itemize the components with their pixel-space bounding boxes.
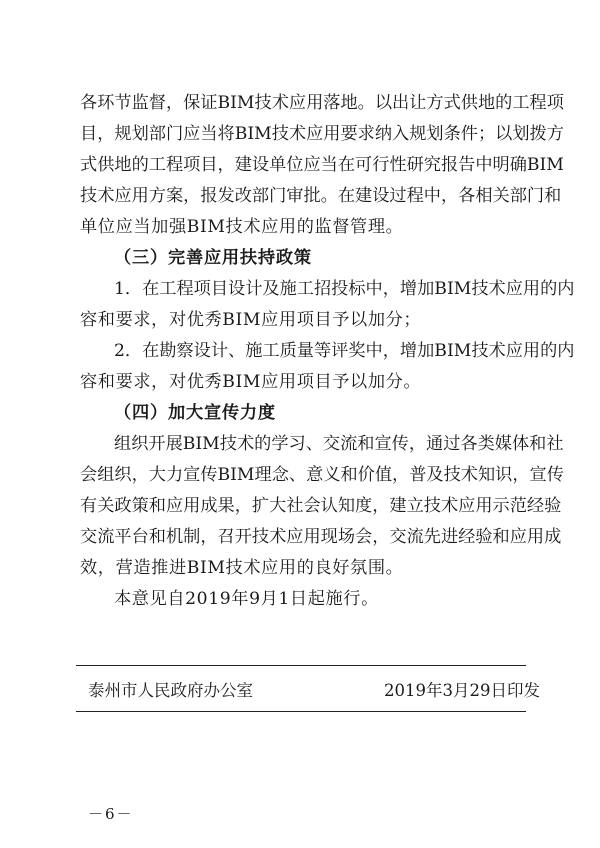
effective-date: 本意见自2019年9月1日起施行。: [114, 589, 379, 609]
section-heading: （三）完善应用扶持政策: [114, 248, 312, 268]
footer-bottom-rule: [76, 711, 526, 712]
paragraph-line: 目，规划部门应当将BIM技术应用要求纳入规划条件；以划拨方: [80, 124, 564, 144]
issuer-name: 泰州市人民政府办公室: [88, 681, 253, 700]
paragraph-line: 组织开展BIM技术的学习、交流和宣传，通过各类媒体和社: [114, 434, 564, 454]
list-item-line: 2．在勘察设计、施工质量等评奖中，增加BIM技术应用的内: [114, 341, 575, 361]
paragraph-line: 效，营造推进BIM技术应用的良好氛围。: [80, 558, 404, 578]
paragraph-line: 式供地的工程项目，建设单位应当在可行性研究报告中明确BIM: [80, 155, 564, 175]
paragraph-line: 会组织，大力宣传BIM理念、意义和价值，普及技术知识，宣传: [80, 465, 564, 485]
list-item-line: 容和要求，对优秀BIM应用项目予以加分；: [80, 310, 422, 330]
paragraph-line: 各环节监督，保证BIM技术应用落地。以出让方式供地的工程项: [80, 93, 564, 113]
list-item-line: 容和要求，对优秀BIM应用项目予以加分。: [80, 372, 422, 392]
paragraph-line: 交流平台和机制，召开技术应用现场会，交流先进经验和应用成: [80, 527, 562, 547]
footer-top-rule: [76, 665, 526, 666]
section-heading: （四）加大宣传力度: [114, 403, 276, 423]
paragraph-line: 技术应用方案，报发改部门审批。在建设过程中，各相关部门和: [80, 186, 562, 206]
paragraph-line: 有关政策和应用成果，扩大社会认知度，建立技术应用示范经验: [80, 496, 562, 516]
paragraph-line: 单位应当加强BIM技术应用的监督管理。: [80, 217, 404, 237]
list-item-line: 1．在工程项目设计及施工招投标中，增加BIM技术应用的内: [114, 279, 575, 299]
page-number: －6－: [88, 805, 134, 823]
issue-date: 2019年3月29日印发: [384, 681, 540, 700]
